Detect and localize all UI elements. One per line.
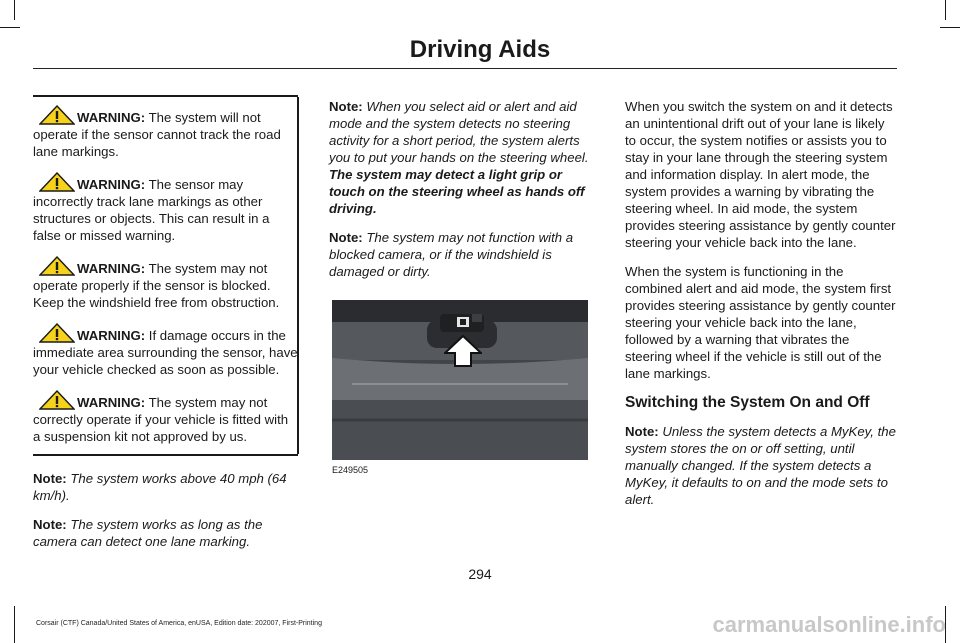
warning-triangle-icon — [39, 390, 75, 410]
warning-text: The system will not operate if the sensor cannot track the road lane markings. — [33, 110, 281, 159]
note-label: Note: — [33, 517, 67, 532]
crop-mark — [0, 27, 20, 28]
warning-heading: WARNING: — [77, 110, 146, 125]
warning-item — [33, 172, 298, 244]
note-text: The system works as long as the camera can detect one lane marking. — [33, 517, 263, 549]
footer-edition-text: Corsair (CTF) Canada/United States of America, enUSA, Edition date: 202007, First-Printing — [36, 620, 322, 627]
column-right — [625, 98, 897, 520]
note-label: Note: — [33, 471, 67, 486]
body-paragraph: When you switch the system on and it detects an unintentional drift out of your lane is likely to occur, the system notifies or assists you to stay in your lane through the steering system and information display. In alert mode, the system provides a warning by vibrating the steering wheel. In aid mode, the system provides steering assistance by gently counter steering your vehicle back into the lane. — [625, 99, 896, 250]
warning-heading: WARNING: — [77, 328, 146, 343]
warning-item — [33, 105, 298, 160]
page-number: 294 — [468, 566, 492, 582]
crop-mark — [945, 0, 946, 20]
warning-item — [33, 256, 298, 311]
page-title: Driving Aids — [409, 36, 551, 63]
header-divider — [33, 68, 897, 69]
warning-item — [33, 323, 298, 378]
crop-mark — [940, 27, 960, 28]
warning-heading: WARNING: — [77, 395, 146, 410]
note-text: Unless the system detects a MyKey, the system stores the on or off setting, until manually changed. If the system detects a MyKey, it defaults to on and the mode sets to alert. — [625, 424, 896, 507]
section-heading: Switching the System On and Off — [625, 394, 870, 411]
note-text: The system may not function with a blocked camera, or if the windshield is damaged or dirty. — [329, 230, 574, 279]
note-emphasis: The system may detect a light grip or touch on the steering wheel as hands off driving. — [329, 167, 585, 216]
warning-item — [33, 390, 298, 445]
camera-photo — [332, 300, 588, 460]
note-text: When you select aid or alert and aid mode and the system detects no steering activity for a short period, the system alerts you to put your hands on the steering wheel. — [329, 99, 589, 165]
warning-text: The system may not operate properly if the sensor is blocked. Keep the windshield free from obstruction. — [33, 261, 280, 310]
warning-heading: WARNING: — [77, 177, 146, 192]
body-paragraph: When the system is functioning in the combined alert and aid mode, the system first provides steering assistance by gently counter steering your vehicle back into the lane, followed by a warning that vibrates the steering wheel if the vehicle is still out of the lane markings. — [625, 264, 896, 381]
column-middle — [329, 98, 600, 479]
note-paragraph — [329, 98, 600, 217]
warning-text: If damage occurs in the immediate area surrounding the sensor, have your vehicle checked as soon as possible. — [33, 328, 298, 377]
watermark: carmanualsonline.info — [712, 612, 946, 637]
windshield-camera-illustration — [332, 300, 588, 460]
crop-mark — [14, 606, 15, 643]
column-left — [33, 95, 298, 562]
note-paragraph — [625, 423, 897, 508]
warning-text: The system may not correctly operate if your vehicle is fitted with a suspension kit not approved by us. — [33, 395, 289, 444]
note-label: Note: — [329, 230, 363, 245]
note-paragraph — [33, 470, 298, 504]
note-paragraph — [33, 516, 298, 550]
figure-label: E249505 — [332, 465, 369, 475]
warning-box — [33, 95, 298, 456]
warning-heading: WARNING: — [77, 261, 146, 276]
warning-triangle-icon — [39, 105, 75, 125]
note-label: Note: — [625, 424, 659, 439]
arrow-up-icon — [444, 335, 482, 367]
warning-text: The sensor may incorrectly track lane markings as other structures or objects. This can result in a false or missed warning. — [33, 177, 270, 243]
warning-triangle-icon — [39, 256, 75, 276]
note-text: The system works above 40 mph (64 km/h). — [33, 471, 287, 503]
warning-triangle-icon — [39, 172, 75, 192]
note-paragraph — [329, 229, 600, 280]
note-label: Note: — [329, 99, 363, 114]
crop-mark — [14, 0, 15, 20]
warning-triangle-icon — [39, 323, 75, 343]
